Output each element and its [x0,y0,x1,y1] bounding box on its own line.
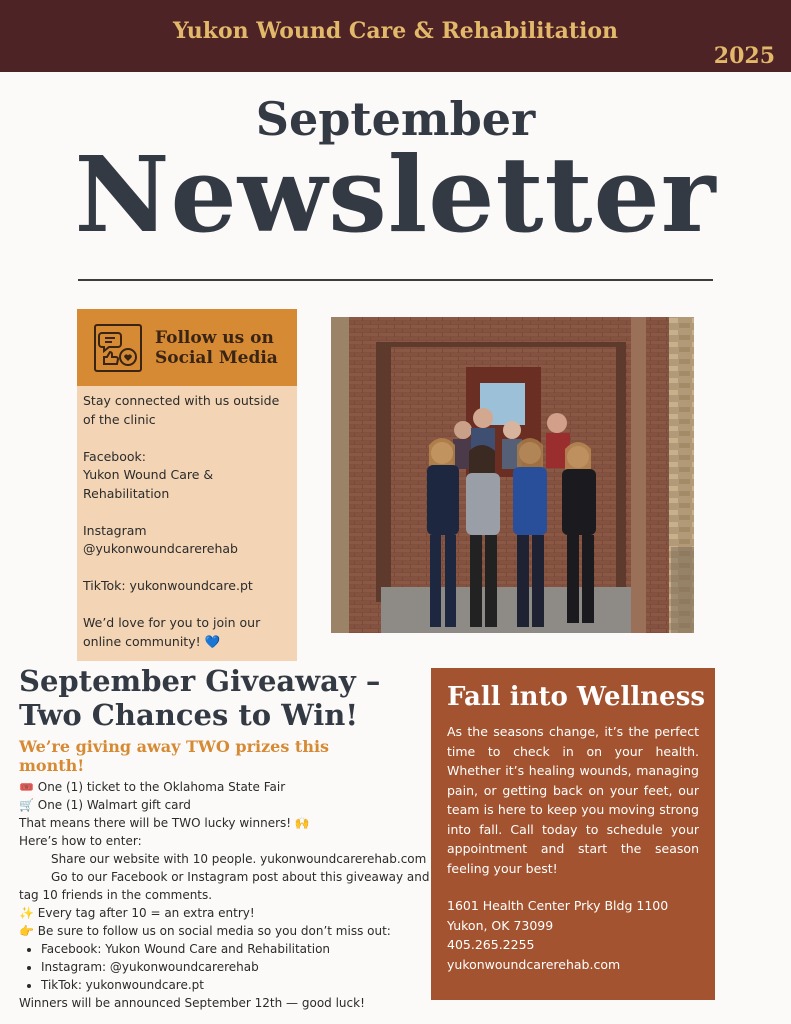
social-heading: Follow us on Social Media [155,328,278,368]
giveaway-social-list [19,940,429,994]
wellness-panel [431,668,715,1000]
giveaway-line: 🎟️ One (1) ticket to the Oklahoma State Fair [19,780,286,794]
social-closing: We’d love for you to join our online community! 💙 [83,615,261,649]
instagram-value: @yukonwoundcarerehab [83,541,238,556]
list-item: • Facebook: Yukon Wound Care and Rehabilitation [41,940,429,958]
giveaway-line: 🛒 One (1) Walmart gift card [19,798,191,812]
title-month: September [255,92,536,146]
phone-number: 405.265.2255 [447,937,535,952]
title-newsletter: Newsletter [74,133,717,256]
list-item: • Instagram: @yukonwoundcarerehab [41,958,429,976]
facebook-value: Yukon Wound Care & Rehabilitation [83,467,214,501]
address-line-2: Yukon, OK 73099 [447,917,554,933]
social-panel [77,386,297,661]
social-tiktok: TikTok: yukonwoundcare.pt [83,578,253,593]
team-photo [331,317,694,633]
social-header [77,309,297,386]
giveaway-step-2-cont: tag 10 friends in the comments. [19,888,213,902]
team-photo-image [331,317,694,633]
list-item: • TikTok: yukonwoundcare.pt [41,976,429,994]
giveaway-line: That means there will be TWO lucky winners! 🙌 [19,816,310,830]
wellness-title: Fall into Wellness [447,682,705,712]
giveaway-step-1: Share our website with 10 people. yukonwoundcarerehab.com [51,852,427,866]
social-media-icon [94,324,142,372]
giveaway-bonus: ✨ Every tag after 10 = an extra entry! [19,906,255,920]
social-facebook [83,448,291,504]
giveaway-title: September Giveaway – Two Chances to Win! [19,664,381,732]
facebook-label: Facebook: [83,448,146,464]
wellness-contact [447,896,699,974]
giveaway-step-2: Go to our Facebook or Instagram post about this giveaway and [51,870,430,884]
social-instagram [83,522,291,559]
giveaway-closing: Winners will be announced September 12th — good luck! [19,996,365,1010]
header-bar [0,0,791,72]
social-intro: Stay connected with us outside of the clinic [83,393,280,427]
year: 2025 [713,43,775,69]
address-line-1: 1601 Health Center Prky Bldg 1100 [447,898,669,913]
title-divider [78,279,713,281]
wellness-text: As the seasons change, it’s the perfect time to check in on your health. Whether it’s healing wounds, managing pain, or getting back on your feet, our team is here to keep you moving strong into fall. Call today to schedule your appointment and start the season feeling your best! [447,724,699,876]
giveaway-follow: 👉 Be sure to follow us on social media so you don’t miss out: [19,924,391,938]
giveaway-subtitle: We’re giving away TWO prizes this month! [19,737,330,775]
giveaway-line: Here’s how to enter: [19,834,142,848]
website-link[interactable]: yukonwoundcarerehab.com [447,956,621,972]
giveaway-body [19,778,429,1012]
clinic-name: Yukon Wound Care & Rehabilitation [172,18,619,44]
instagram-label: Instagram [83,522,147,538]
